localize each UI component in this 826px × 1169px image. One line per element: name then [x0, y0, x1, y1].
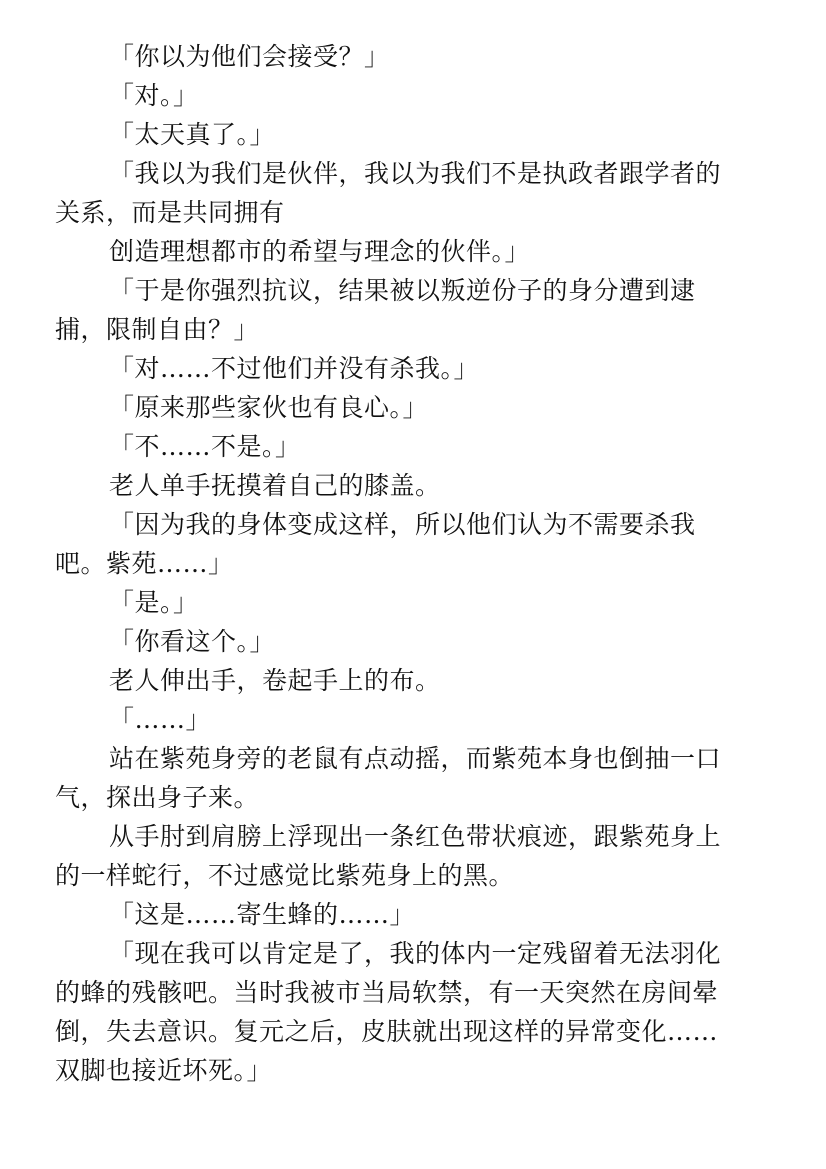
- line-3: 「太天真了。」: [109, 120, 276, 149]
- document-page: [55, 37, 755, 1090]
- line-12: 老人单手抚摸着自己的膝盖。: [109, 471, 441, 500]
- line-26: 倒，失去意识。复元之后，皮肤就出现这样的异常变化……: [55, 1017, 719, 1046]
- line-9: 「对……不过他们并没有杀我。」: [109, 354, 480, 383]
- line-2: 「对。」: [109, 81, 199, 110]
- line-11: 「不……不是。」: [109, 432, 301, 461]
- line-23: 「这是……寄生蜂的……」: [109, 900, 416, 929]
- line-22: 的一样蛇行，不过感觉比紫苑身上的黑。: [55, 861, 515, 890]
- line-20: 气，探出身子来。: [55, 783, 260, 812]
- line-25: 的蜂的残骸吧。当时我被市当局软禁，有一天突然在房间晕: [55, 978, 719, 1007]
- line-1: 「你以为他们会接受？」: [109, 42, 390, 71]
- line-8: 捕，限制自由？」: [55, 315, 260, 344]
- line-7: 「于是你强烈抗议，结果被以叛逆份子的身分遭到逮: [109, 276, 696, 305]
- line-15: 「是。」: [109, 588, 199, 617]
- line-19: 站在紫苑身旁的老鼠有点动摇，而紫苑本身也倒抽一口: [109, 744, 722, 773]
- line-17: 老人伸出手，卷起手上的布。: [109, 666, 441, 695]
- line-27: 双脚也接近坏死。」: [55, 1056, 273, 1085]
- line-4: 「我以为我们是伙伴，我以为我们不是执政者跟学者的: [109, 159, 722, 188]
- line-18: 「……」: [109, 705, 212, 734]
- line-5: 关系，而是共同拥有: [55, 198, 285, 227]
- line-16: 「你看这个。」: [109, 627, 276, 656]
- line-13: 「因为我的身体变成这样，所以他们认为不需要杀我: [109, 510, 696, 539]
- line-10: 「原来那些家伙也有良心。」: [109, 393, 429, 422]
- line-21: 从手肘到肩膀上浮现出一条红色带状痕迹，跟紫苑身上: [109, 822, 722, 851]
- line-24: 「现在我可以肯定是了，我的体内一定残留着无法羽化: [109, 939, 722, 968]
- line-6: 创造理想都市的希望与理念的伙伴。」: [109, 237, 531, 266]
- line-14: 吧。紫苑……」: [55, 549, 234, 578]
